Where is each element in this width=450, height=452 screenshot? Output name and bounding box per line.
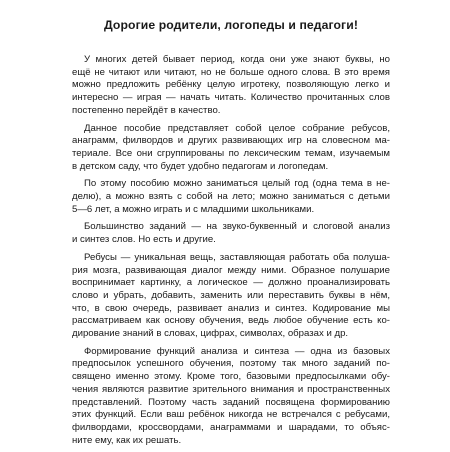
text-line: представлений. Поэтому часть заданий посвящена формированию xyxy=(72,396,390,408)
text-line: постепенно перейдёт в качество. xyxy=(72,104,221,116)
text-line: делю), а можно взять с собой на лето; можно заниматься с детьми xyxy=(72,191,390,203)
text-line: рия мозга, развивающая диалог между ними. Образное полушарие xyxy=(72,264,390,276)
text-line: чения являются развитие зрительного внимания и пространственных xyxy=(72,383,390,395)
text-line: По этому пособию можно заниматься целый год (одна тема в не- xyxy=(84,178,390,190)
paragraph xyxy=(72,221,390,246)
text-line: У многих детей бывает период, когда они уже знают буквы, но xyxy=(84,54,390,65)
document-page xyxy=(72,18,390,452)
paragraph xyxy=(72,252,390,341)
text-line: ещё не читают или читают, но не больше одного слова. В это время xyxy=(72,66,390,78)
text-line: Ребусы — уникальная вещь, заставляющая работать оба полуша- xyxy=(84,251,390,263)
text-line: этих функций. Если ваш ребёнок никогда не встречался с ребусами, xyxy=(72,409,390,421)
page-title: Дорогие родители, логопеды и педагоги! xyxy=(104,18,358,32)
text-line: рассматриваем как основу обучения, ведь любое обучение есть ко- xyxy=(72,315,390,327)
paragraph xyxy=(72,123,390,174)
text-line: териале. Все они сгруппированы по лексическим темам, изучаемым xyxy=(72,147,390,159)
text-line: Данное пособие представляет собой целое собрание ребусов, xyxy=(84,122,390,134)
body-text xyxy=(72,54,390,447)
text-line: и синтез слов. Но есть и другие. xyxy=(72,234,216,246)
text-line: что, в свою очередь, развивает анализ и синтез. Кодирование мы xyxy=(72,302,390,314)
text-line: 5—6 лет, а можно играть и с младшими школьниками. xyxy=(72,203,315,215)
text-line: Формирование функций анализа и синтеза — одна из базовых xyxy=(84,345,390,357)
paragraph xyxy=(72,178,390,216)
text-line: воспринимает картинку, а логическое — должно проанализировать xyxy=(72,277,390,289)
paragraph xyxy=(72,346,390,448)
text-line: предпосылок успешного обучения, поэтому так много заданий по- xyxy=(72,358,390,370)
text-line: интересно — играя — начать читать. Количество прочитанных слов xyxy=(72,92,390,104)
text-line: филвордами, кроссвордами, анаграммами и шарадами, то объяс- xyxy=(72,421,390,433)
paragraph xyxy=(72,54,390,118)
text-line: слово и убрать, добавить, заменить или переставить буквы в нём, xyxy=(72,289,390,301)
text-line: священо именно этому. Кроме того, базовыми предпосылками обу- xyxy=(72,371,390,383)
text-line: Большинство заданий — на звуко-буквенный и слоговой анализ xyxy=(84,221,390,233)
text-line: в детском саду, что будет удобно педагогам и логопедам. xyxy=(72,160,329,172)
text-line: дирование знаний в словах, цифрах, символах, образах и др. xyxy=(72,328,349,340)
text-line: анаграмм, филвордов и других развивающих игр на словесном ма- xyxy=(72,135,390,147)
text-line: можно предложить ребёнку целую игротеку, позволяющую легко и xyxy=(72,79,390,91)
text-line: ните ему, как их решать. xyxy=(72,434,182,446)
